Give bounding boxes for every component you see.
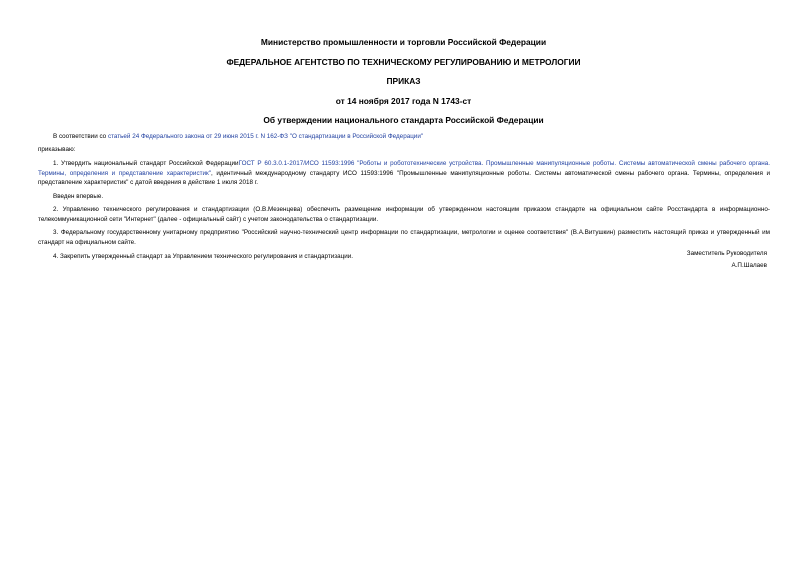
first-time-note: Введен впервые. [53,192,104,200]
agency-title: ФЕДЕРАЛЬНОЕ АГЕНТСТВО ПО ТЕХНИЧЕСКОМУ РЕГУЛИРОВАНИЮ И МЕТРОЛОГИИ [226,57,581,67]
ministry-title: Министерство промышленности и торговли Российской Федерации [260,37,547,47]
preamble-prefix: В соответствии со [53,133,108,140]
preamble-paragraph [38,132,770,142]
document-subject: Об утверждении национального стандарта Российской Федерации [263,115,544,125]
document-body [38,132,770,265]
item-1-paragraph [38,159,770,188]
signature-position: Заместитель Руководителя [686,250,767,257]
item-1-suffix: , идентичный международному стандарту ИСО 11593:1996 "Промышленные манипуляционные роботы. Системы автоматической смены рабочего органа. Термины, определения и представление характеристик" с датой введения в действие 1 июля 2018 г. [38,169,771,187]
order-word: приказываю: [38,146,76,154]
gost-standard-link[interactable]: ГОСТ Р 60.3.0.1-2017/ИСО 11593:1996 "Роботы и робототехнические устройства. Промышленные манипуляционные роботы. Системы автоматической смены рабочего органа. Термины, определения и представление характеристик" [38,159,770,177]
document-date-number: от 14 ноября 2017 года N 1743-ст [335,96,472,106]
item-2-paragraph: 2. Управлению технического регулирования и стандартизации (О.В.Мезенцева) обеспечить размещение информации об утвержденном настоящим приказом стандарте на официальном сайте Росстандарта в информационно-телекоммуникационной сети "Интернет" (далее - официальный сайт) с учетом законодательства о стандартизации. [38,206,770,223]
item-1-prefix: 1. Утвердить национальный стандарт Российской Федерации [53,159,239,167]
item-3-paragraph: 3. Федеральному государственному унитарному предприятию "Российский научно-технический центр информации по стандартизации, метрологии и оценке соответствия" (В.А.Витушкин) разместить настоящий приказ и утвержденный им стандарт на официальном сайте. [38,229,770,247]
signature-name: А.П.Шалаев [731,262,767,269]
document-type: ПРИКАЗ [386,76,421,86]
federal-law-link[interactable]: статьей 24 Федерального закона от 29 июня 2015 г. N 162-ФЗ "О стандартизации в Российской Федерации" [107,133,424,140]
item-4-paragraph: 4. Закрепить утвержденный стандарт за Управлением технического регулирования и стандартизации. [53,252,354,260]
